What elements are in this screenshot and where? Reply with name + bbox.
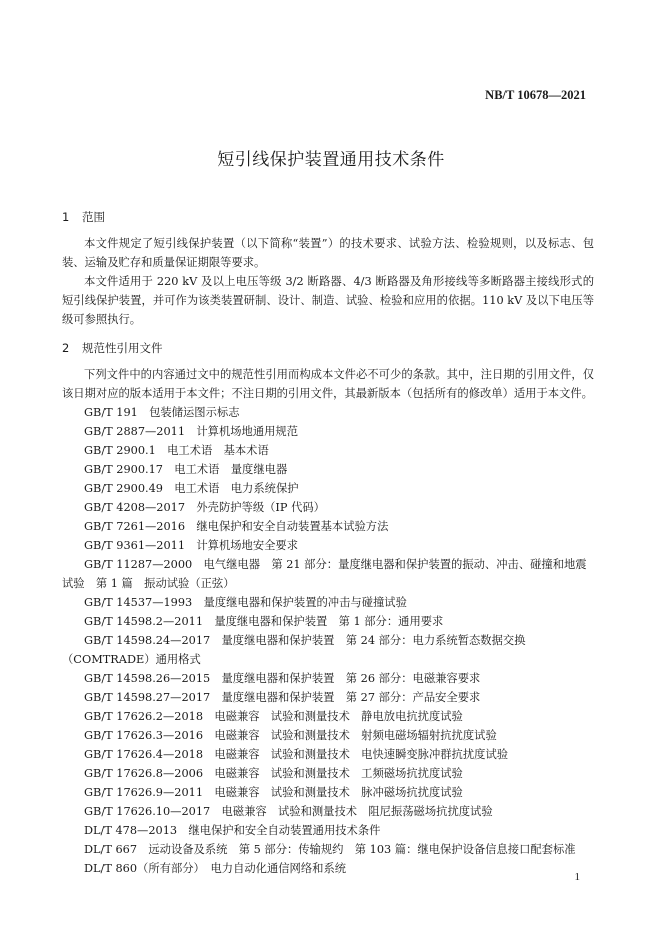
document-title: 短引线保护装置通用技术条件: [217, 150, 445, 170]
reference-item: GB/T 17626.8—2006 电磁兼容 试验和测量技术 工频磁场抗扰度试验: [84, 767, 463, 780]
reference-item: GB/T 17626.3—2016 电磁兼容 试验和测量技术 射频电磁场辐射抗扰度试验: [84, 729, 497, 742]
section-1-heading: [62, 208, 594, 227]
reference-item: GB/T 191 包装储运图示标志: [84, 406, 240, 419]
section-2-title: 规范性引用文件: [82, 341, 163, 355]
section-1-title: 范围: [82, 210, 105, 224]
references-intro: 下列文件中的内容通过文中的规范性引用而构成本文件必不可少的条款。其中，注日期的引用文件，仅该日期对应的版本适用于本文件；不注日期的引用文件，其最新版本（包括所有的修改单）适用于本文件。: [62, 368, 594, 400]
document-body: [62, 208, 594, 878]
reference-item: GB/T 17626.10—2017 电磁兼容 试验和测量技术 阻尼振荡磁场抗扰度试验: [84, 805, 493, 818]
section-2-heading: [62, 339, 594, 358]
reference-item: GB/T 9361—2011 计算机场地安全要求: [84, 539, 299, 552]
section-2-number: 2: [62, 341, 70, 355]
reference-item: GB/T 2900.49 电工术语 电力系统保护: [84, 482, 299, 495]
reference-item: GB/T 17626.9—2011 电磁兼容 试验和测量技术 脉冲磁场抗扰度试验: [84, 786, 463, 799]
reference-item: GB/T 11287—2000 电气继电器 第 21 部分：量度继电器和保护装置的振动、冲击、碰撞和地震试验 第 1 篇 振动试验（正弦）: [62, 558, 587, 590]
reference-item: DL/T 860（所有部分） 电力自动化通信网络和系统: [84, 862, 347, 875]
reference-item: GB/T 14598.24—2017 量度继电器和保护装置 第 24 部分：电力系统暂态数据交换（COMTRADE）通用格式: [62, 634, 526, 666]
reference-item: GB/T 17626.2—2018 电磁兼容 试验和测量技术 静电放电抗扰度试验: [84, 710, 463, 723]
reference-item: GB/T 14598.2—2011 量度继电器和保护装置 第 1 部分：通用要求: [84, 615, 444, 628]
reference-item: GB/T 14598.27—2017 量度继电器和保护装置 第 27 部分：产品安全要求: [84, 691, 481, 704]
reference-item: GB/T 4208—2017 外壳防护等级（IP 代码）: [84, 501, 325, 514]
reference-item: GB/T 7261—2016 继电保护和安全自动装置基本试验方法: [84, 520, 389, 533]
page-number: 1: [574, 871, 580, 883]
standard-number: NB/T 10678—2021: [485, 88, 586, 102]
scope-paragraph-1: 本文件规定了短引线保护装置（以下简称“装置”）的技术要求、试验方法、检验规则，以及标志、包装、运输及贮存和质量保证期限等要求。: [62, 237, 594, 269]
reference-item: DL/T 667 远动设备及系统 第 5 部分：传输规约 第 103 篇：继电保护设备信息接口配套标准: [84, 843, 576, 856]
reference-item: GB/T 17626.4—2018 电磁兼容 试验和测量技术 电快速瞬变脉冲群抗扰度试验: [84, 748, 509, 761]
reference-item: GB/T 14537—1993 量度继电器和保护装置的冲击与碰撞试验: [84, 596, 407, 609]
reference-item: GB/T 2900.17 电工术语 量度继电器: [84, 463, 288, 476]
reference-item: GB/T 2900.1 电工术语 基本术语: [84, 444, 269, 457]
section-1-number: 1: [62, 210, 70, 224]
reference-item: DL/T 478—2013 继电保护和安全自动装置通用技术条件: [84, 824, 381, 837]
reference-item: GB/T 14598.26—2015 量度继电器和保护装置 第 26 部分：电磁兼容要求: [84, 672, 481, 685]
reference-item: GB/T 2887—2011 计算机场地通用规范: [84, 425, 299, 438]
scope-paragraph-2: 本文件适用于 220 kV 及以上电压等级 3/2 断路器、4/3 断路器及角形接线等多断路器主接线形式的短引线保护装置，并可作为该类装置研制、设计、制造、试验、检验和应用的依据。110 kV 及以下电压等级可参照执行。: [62, 275, 594, 326]
